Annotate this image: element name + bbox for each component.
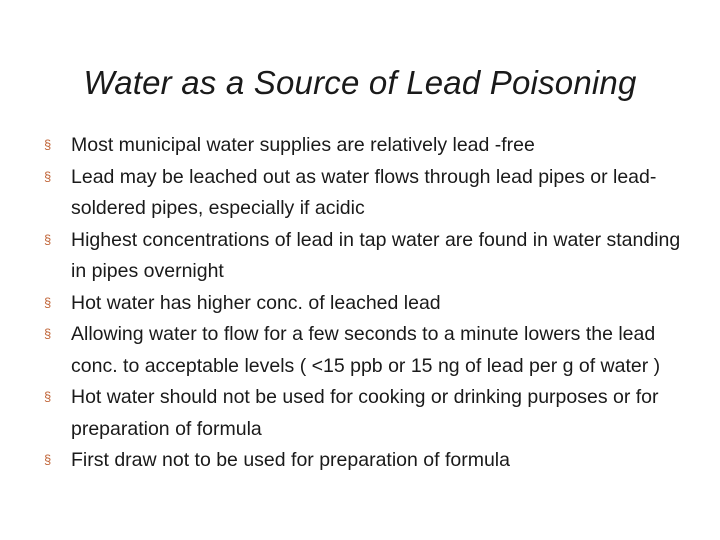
slide-title: Water as a Source of Lead Poisoning xyxy=(83,64,637,101)
bullet-text: Hot water should not be used for cooking or drinking purposes or for preparation of formula xyxy=(71,386,659,440)
bullet-marker-icon: § xyxy=(44,389,52,404)
bullet-marker-icon: § xyxy=(44,168,52,184)
bullet-text: Highest concentrations of lead in tap water are found in water standing in pipes overnight xyxy=(71,228,681,282)
bullet-item xyxy=(44,382,694,445)
bullet-text: Hot water has higher conc. of leached lead xyxy=(71,291,441,314)
bullet-text: Allowing water to flow for a few seconds to a minute lowers the lead conc. to acceptable levels ( <15 ppb or 15 ng of lead per g of water ) xyxy=(71,323,661,377)
bullet-item xyxy=(44,445,694,477)
bullet-marker-icon: § xyxy=(44,326,52,341)
bullet-text: First draw not to be used for preparation of formula xyxy=(71,449,510,471)
bullet-item xyxy=(44,130,694,162)
bullet-item xyxy=(44,288,694,320)
bullet-marker-icon: § xyxy=(44,452,52,467)
bullet-item xyxy=(44,162,694,225)
bullet-list xyxy=(44,130,694,477)
bullet-text: Most municipal water supplies are relatively lead -free xyxy=(71,134,535,156)
bullet-item xyxy=(44,319,694,382)
bullet-marker-icon: § xyxy=(44,231,52,247)
bullet-item xyxy=(44,225,694,288)
bullet-marker-icon: § xyxy=(44,137,52,152)
bullet-text: Lead may be leached out as water flows through lead pipes or lead-soldered pipes, especially if acidic xyxy=(71,165,657,219)
bullet-marker-icon: § xyxy=(44,294,52,310)
